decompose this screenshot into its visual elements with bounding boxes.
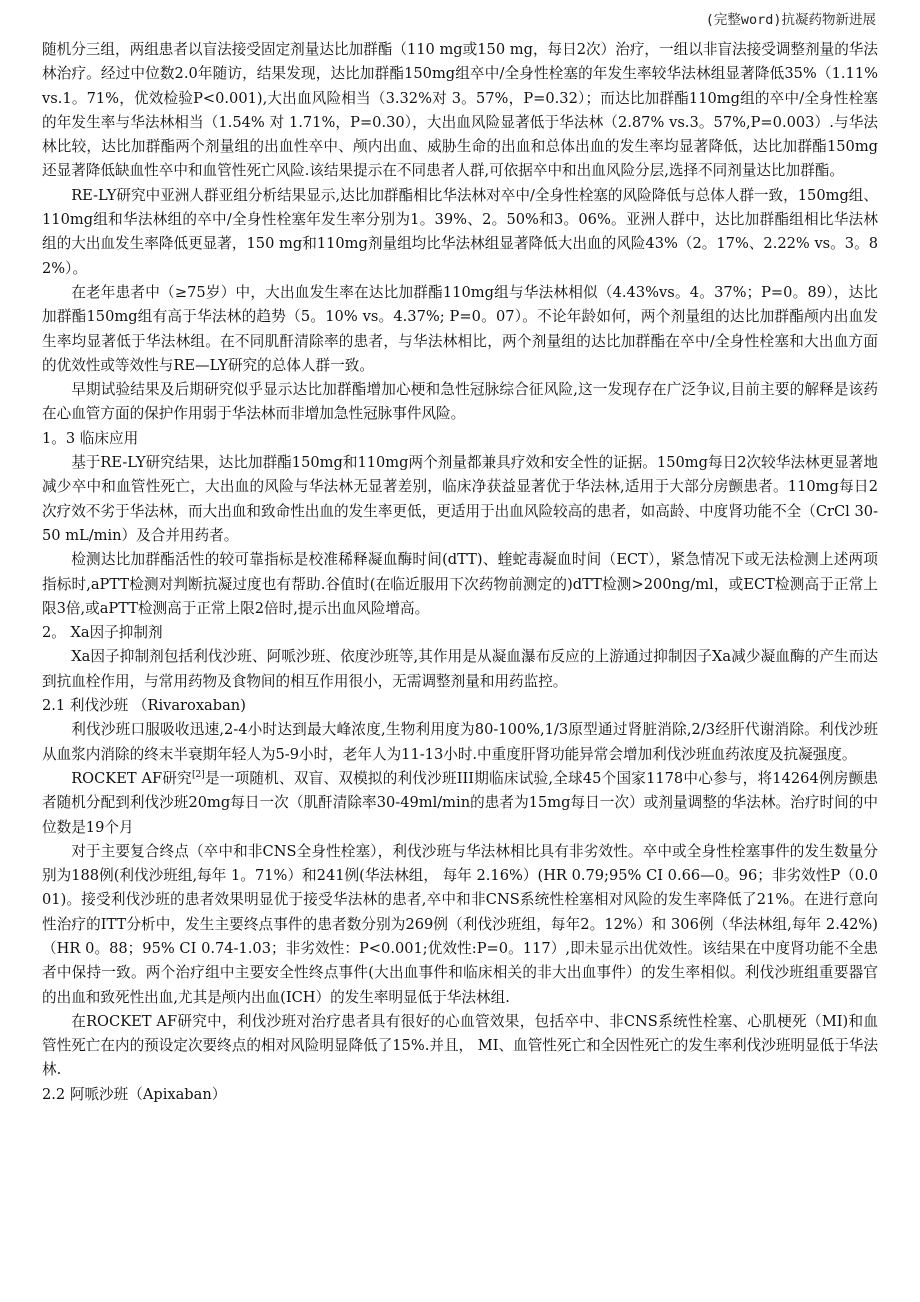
paragraph: 在老年患者中（≥75岁）中，大出血发生率在达比加群酯110mg组与华法林相似（4.43%vs。4。37%；P=0。89），达比加群酯150mg组有高于华法林的趋势（5。10% vs。4.37%; P=0。07）。不论年龄如何，两个剂量组的达比加群酯颅内出血发生率均显著低于华法林组。在不同肌酐清除率的患者，与华法林相比，两个剂量组的达比加群酯在卒中/全身性栓塞和大出血方面的优效性或等效性与RE—LY研究的总体人群一致。 — [42, 283, 878, 374]
paragraph: 早期试验结果及后期研究似乎显示达比加群酯增加心梗和急性冠脉综合征风险,这一发现存在广泛争议,目前主要的解释是该药在心血管方面的保护作用弱于华法林而非增加急性冠脉事件风险。 — [42, 381, 878, 423]
running-header: (完整word)抗凝药物新进展 — [705, 12, 876, 28]
paragraph — [42, 767, 878, 840]
section-heading: 2。 Xa因子抑制剂 — [42, 624, 163, 642]
section-heading: 2.1 利伐沙班 （Rivaroxaban) — [42, 697, 246, 715]
paragraph-text: ROCKET AF研究 — [71, 769, 192, 787]
paragraph: Xa因子抑制剂包括利伐沙班、阿哌沙班、依度沙班等,其作用是从凝血瀑布反应的上游通过抑制因子Xa减少凝血酶的产生而达到抗血栓作用，与常用药物及食物间的相互作用很小，无需调整剂量和用药监控。 — [42, 648, 878, 690]
section-heading: 1。3 临床应用 — [42, 429, 139, 447]
document-body — [42, 38, 878, 1107]
citation-ref: [2] — [191, 770, 205, 781]
paragraph: 在ROCKET AF研究中，利伐沙班对治疗患者具有很好的心血管效果，包括卒中、非CNS系统性栓塞、心肌梗死（MI)和血管性死亡在内的预设定次要终点的相对风险明显降低了15%.并且， MI、血管性死亡和全因性死亡的发生率利伐沙班明显低于华法林. — [42, 1012, 878, 1079]
paragraph: 利伐沙班口服吸收迅速,2-4小时达到最大峰浓度,生物利用度为80-100%,1/3原型通过肾脏消除,2/3经肝代谢消除。利伐沙班从血浆内消除的终末半衰期年轻人为5-9小时，老年人为11-13小时.中重度肝肾功能异常会增加利伐沙班血药浓度及抗凝强度。 — [42, 721, 878, 763]
paragraph: 对于主要复合终点（卒中和非CNS全身性栓塞），利伐沙班与华法林相比具有非劣效性。卒中或全身性栓塞事件的发生数量分别为188例(利伐沙班组,每年 1。71%）和241例(华法林组， 每年 2.16%）(HR 0.79;95% CI 0.66—0。96；非劣效性P（0.001)。接受利伐沙班的患者效果明显优于接受华法林的患者,卒中和非CNS系统性栓塞相对风险的发生率降低了21%。在进行意向性治疗的ITT分析中，发生主要终点事件的患者数分别为269例（利伐沙班组，每年2。12%）和 306例（华法林组,每年 2.42%)（HR 0。88；95% CI 0.74-1.03；非劣效性：P<0.001;优效性:P=0。117）,即未显示出优效性。该结果在中度肾功能不全患者中保持一致。两个治疗组中主要安全性终点事件(大出血事件和临床相关的非大出血事件）的发生率相似。利伐沙班组重要器官的出血和致死性出血,尤其是颅内出血(ICH）的发生率明显低于华法林组. — [42, 842, 878, 1006]
paragraph: 检测达比加群酯活性的较可靠指标是校准稀释凝血酶时间(dTT)、蝰蛇毒凝血时间（ECT），紧急情况下或无法检测上述两项指标时,aPTT检测对判断抗凝过度也有帮助.谷值时(在临近服用下次药物前测定的)dTT检测>200ng/ml，或ECT检测高于正常上限3倍,或aPTT检测高于正常上限2倍时,提示出血风险增高。 — [42, 551, 878, 617]
section-heading: 2.2 阿哌沙班（Apixaban） — [42, 1085, 227, 1103]
paragraph-text: 是一项随机、双盲、双模拟的利伐沙班III期临床试验,全球45个国家1178中心参与，将14264例房颤患者随机分配到利伐沙班20mg每日一次（肌酐清除率30-49ml/min的患者为15mg每日一次）或剂量调整的华法林。治疗时间的中位数是19个月 — [42, 769, 878, 836]
paragraph: 随机分三组，两组患者以盲法接受固定剂量达比加群酯（110 mg或150 mg，每日2次）治疗，一组以非盲法接受调整剂量的华法林治疗。经过中位数2.0年随访，结果发现，达比加群酯150mg组卒中/全身性栓塞的年发生率较华法林组显著降低35%（1.11% vs.1。71%，优效检验P<0.001),大出血风险相当（3.32%对 3。57%，P=0.32）；而达比加群酯110mg组的卒中/全身性栓塞的年发生率与华法林相当（1.54% 对 1.71%，P=0.30），大出血风险显著低于华法林（2.87% vs.3。57%,P=0.003）.与华法林比较，达比加群酯两个剂量组的出血性卒中、颅内出血、威胁生命的出血和总体出血的发生率均显著降低，达比加群酯150mg还显著降低缺血性卒中和血管性死亡风险.该结果提示在不同患者人群,可依据卒中和出血风险分层,选择不同剂量达比加群酯。 — [42, 41, 878, 180]
paragraph: 基于RE-LY研究结果，达比加群酯150mg和110mg两个剂量都兼具疗效和安全性的证据。150mg每日2次较华法林更显著地减少卒中和血管性死亡，大出血的风险与华法林无显著差别，临床净获益显著优于华法林,适用于大部分房颤患者。110mg每日2次疗效不劣于华法林，而大出血和致命性出血的发生率更低，更适用于出血风险较高的患者，如高龄、中度肾功能不全（CrCl 30-50 mL/min）及合并用药者。 — [42, 454, 878, 544]
paragraph: RE-LY研究中亚洲人群亚组分析结果显示,达比加群酯相比华法林对卒中/全身性栓塞的风险降低与总体人群一致，150mg组、110mg组和华法林组的卒中/全身性栓塞年发生率分别为1。39%、2。50%和3。06%。亚洲人群中，达比加群酯组相比华法林组的大出血发生率降低更显著，150 mg和110mg剂量组均比华法林组显著降低大出血的风险43%（2。17%、2.22% vs。3。82%）。 — [42, 186, 878, 277]
